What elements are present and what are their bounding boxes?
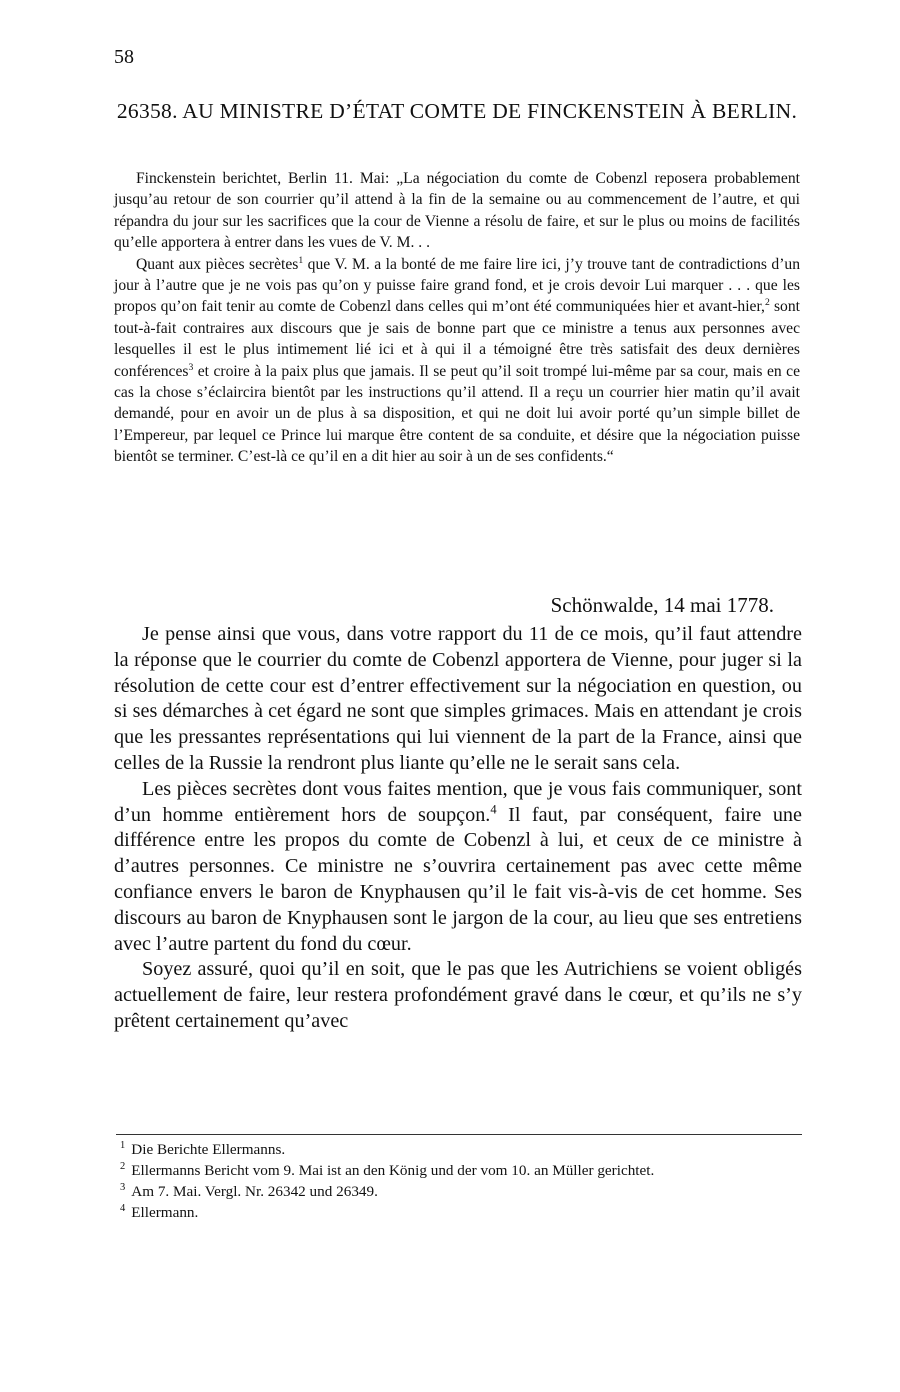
letter-text: Les pièces secrètes dont vous faites mention, que je vous fais communiquer, sont d’un homme entièrement hors de soupçon. xyxy=(114,777,802,826)
footnote xyxy=(120,1140,802,1159)
summary-text: que V. M. a la bonté de me faire lire ici, j’y trouve tant de contradictions d’un jour à l’autre que je ne vois pas qu’on y puisse faire grand fond, et je crois devoir Lui marquer . . . que les propos qu’on fait tenir au comte de Cobenzl dans celles qui m’ont été communiquées hier et avant-hier, xyxy=(114,255,800,316)
footnote-text: Die Berichte Ellermanns. xyxy=(131,1141,286,1158)
summary-paragraph xyxy=(114,254,800,468)
summary-text: et croire à la paix plus que jamais. Il se peut qu’il soit trompé lui-même par sa cour, mais en ce cas la chose s’éclaircira bientôt par les instructions qu’il attend. Il a reçu un courrier hier matin qu’il avait demandé, pour en avoir un de plus à sa disposition, et qui ne doit lui avoir porté qu’un simple billet de l’Empereur, par lequel ce Prince lui marque être content de sa conduite, et désire que la négociation puisse bientôt se terminer. C’est-là ce qu’il en a dit hier au soir à un de ses confidents.“ xyxy=(114,362,800,466)
summary-text: Finckenstein berichtet, Berlin 11. Mai: „La négociation du comte de Cobenzl reposera probablement jusqu’au retour de son courrier qu’il attend à la fin de la semaine ou au commencement de l’autre, et qui répandra du jour sur les sacrifices que la cour de Vienne a résolu de faire, et sur le plus ou moins de facilités qu’elle apportera à entrer dans les vues de V. M. . . xyxy=(114,170,800,252)
letter-body xyxy=(114,622,802,1035)
letter-paragraph: Je pense ainsi que vous, dans votre rapport du 11 de ce mois, qu’il faut attendre la réponse que le courrier du comte de Cobenzl apportera de Vienne, pour juger si la résolution de cette cour est d’entrer effectivement sur la négociation en question, ou si ses démarches à cet égard ne sont que simples grimaces. Mais en attendant je crois que les pressantes représentations qui lui viennent de la part de la France, ainsi que celles de la Russie la rendront plus liante qu’elle ne le serait sans cela. xyxy=(114,623,802,774)
letter-paragraph xyxy=(114,777,802,958)
summary-text: sont tout-à-fait contraires aux discours que je sais de bonne part que ce ministre a tenus aux personnes avec lesquelles il est le plus intimement lié ici et à qui il a témoigné être très satisfait des deux dernières conférences xyxy=(114,298,800,380)
letter-paragraph: Soyez assuré, quoi qu’il en soit, que le pas que les Autrichiens se voient obligés actuellement de faire, leur restera profondément gravé dans le cœur, et qu’ils ne s’y prêtent certainement qu’avec xyxy=(114,958,802,1032)
dateline: Schönwalde, 14 mai 1778. xyxy=(550,593,774,617)
footnote-divider xyxy=(116,1134,802,1135)
footnote-number: 4 xyxy=(120,1202,126,1214)
footnote xyxy=(120,1182,802,1201)
footnote-ref[interactable]: 3 xyxy=(188,361,194,373)
letter-heading: 26358. AU MINISTRE D’ÉTAT COMTE DE FINCKENSTEIN À BERLIN. xyxy=(116,99,798,123)
footnote-text: Ellermann. xyxy=(131,1204,199,1221)
footnote-text: Am 7. Mai. Vergl. Nr. 26342 und 26349. xyxy=(131,1183,378,1200)
summary-text: Quant aux pièces secrètes xyxy=(136,255,299,273)
footnote xyxy=(120,1203,802,1222)
summary-block xyxy=(114,168,800,468)
footnote-number: 3 xyxy=(120,1181,126,1193)
footnote-number: 2 xyxy=(120,1160,126,1172)
footnote xyxy=(120,1161,802,1180)
footnote-ref[interactable]: 1 xyxy=(298,254,304,266)
page-number: 58 xyxy=(114,46,134,68)
footnote-ref[interactable]: 4 xyxy=(490,801,497,816)
footnote-ref[interactable]: 2 xyxy=(764,297,770,309)
summary-paragraph xyxy=(114,168,800,254)
footnotes xyxy=(120,1140,802,1224)
footnote-text: Ellermanns Bericht vom 9. Mai ist an den König und der vom 10. an Müller gerichtet. xyxy=(131,1162,655,1179)
footnote-number: 1 xyxy=(120,1139,126,1151)
letter-text: Il faut, par conséquent, faire une différence entre les propos du comte de Cobenzl à lui, et ceux de ce ministre à d’autres personnes. Ce ministre ne s’ouvrira certainement pas avec cette même confiance envers le baron de Knyphausen qu’il le fait vis-à-vis de cet homme. Ses discours au baron de Knyphausen sont le jargon de la cour, au lieu que ses entretiens avec l’autre partent du fond du cœur. xyxy=(114,803,802,955)
